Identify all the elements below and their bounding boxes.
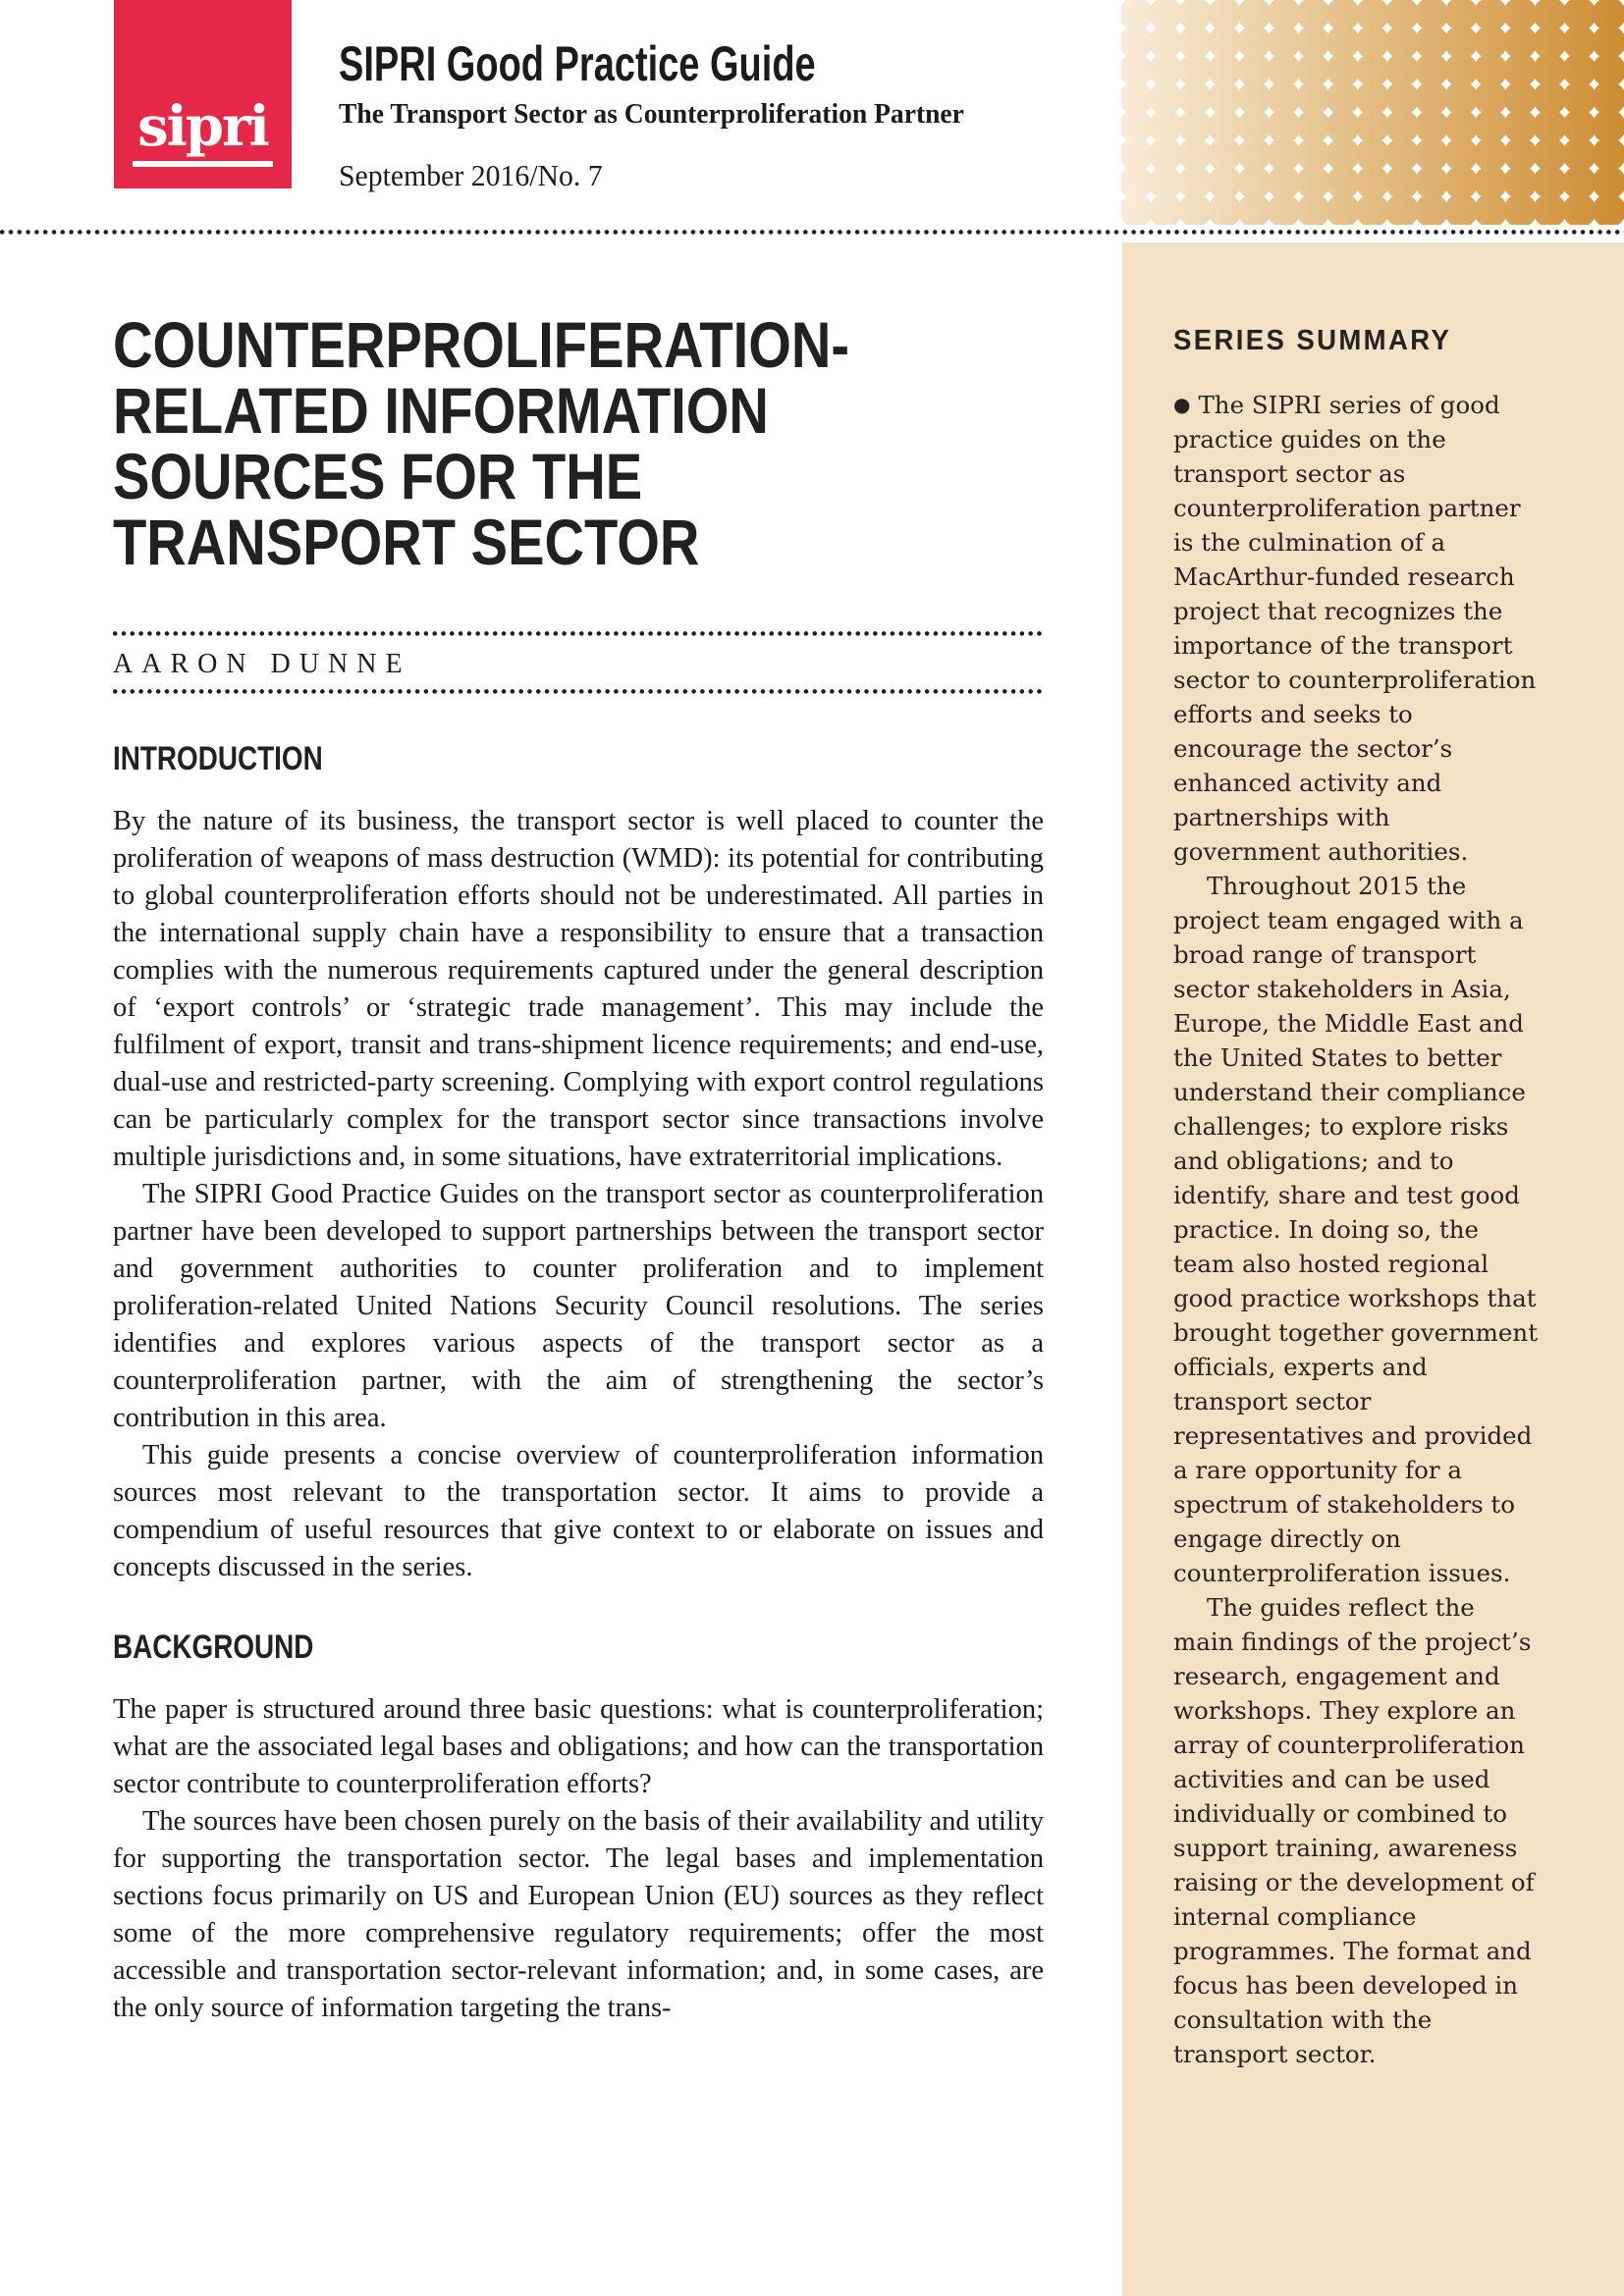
document-title-line: RELATED INFORMATION [113,374,769,447]
background-paragraph-1: The paper is structured around three basic questions: what is counterproliferation; what are the associated legal bases and obligations; and how can the transportation sector contribute to counterproliferation efforts? [113,1694,1044,1799]
sidebar-paragraph-1 [1173,388,1542,869]
dotted-divider-author-bottom [113,689,1044,694]
author-name: AARON DUNNE [113,649,411,679]
document-title [113,308,1044,578]
intro-paragraph-2: The SIPRI Good Practice Guides on the transport sector as counterproliferation partner have been developed to support partnerships between the transport sector and government authorities to counter proliferation and to implement proliferation-related United Nations Security Council resolutions. The series identifies and explores various aspects of the transport sector as a counterproliferation partner, with the aim of strengthening the sector’s contribution in this area. [113,1179,1044,1433]
section-heading-introduction: INTRODUCTION [113,740,323,777]
series-title: SIPRI Good Practice Guide [339,36,816,91]
intro-paragraph-1: By the nature of its business, the transport sector is well placed to counter the proliferation of weapons of mass destruction (WMD): its potential for contributing to global counterproliferation efforts should not be underestimated. All parties in the international supply chain have a responsibility to ensure that a transaction complies with the numerous requirements captured under the general description of ‘export controls’ or ‘strategic trade management’. This may include the fulfilment of export, transit and trans-shipment licence requirements; and end-use, dual-use and restricted-party screening. Complying with export control regulations can be particularly complex for the transport sector since transactions involve multiple jurisdictions and, in some situations, have extraterritorial implications. [113,806,1044,1172]
sidebar-heading: SERIES SUMMARY [1173,325,1452,356]
document-title-line: SOURCES FOR THE [113,440,643,512]
publication-subtitle: The Transport Sector as Counterproliferation Partner [339,98,964,130]
main-column [113,308,1044,2027]
sidebar-paragraph-2: Throughout 2015 the project team engaged with a broad range of transport sector stakeholders in Asia, Europe, the Middle East and the United States to better understand their compliance challenges; to explore risks and obligations; and to identify, share and test good practice. In doing so, the team also hosted regional good practice workshops that brought together government officials, experts and transport sector representatives and provided a rare opportunity for a spectrum of stakeholders to engage directly on counterproliferation issues. [1173,872,1539,1587]
document-title-line: TRANSPORT SECTOR [113,506,700,578]
issue-date: September 2016/No. 7 [339,158,603,192]
series-summary-panel [1122,242,1624,2296]
section-heading-background: BACKGROUND [113,1629,314,1666]
document-title-line: COUNTERPROLIFERATION- [113,308,850,381]
intro-paragraph-3: This guide presents a concise overview of counterproliferation information sources most relevant to the transportation sector. It aims to provide a compendium of useful resources that give context to or elaborate on issues and concepts discussed in the series. [113,1440,1044,1582]
dot-pattern-decoration [1121,0,1624,225]
sidebar-paragraph-3: The guides reflect the main findings of the project’s research, engagement and workshops. They explore an array of counterproliferation activities and can be used individually or combined to support training, awareness raising or the development of internal compliance programmes. The format and focus has been developed in consultation with the transport sector. [1173,1593,1535,2068]
sidebar-paragraph-1-text: The SIPRI series of good practice guides on the transport sector as counterproliferation partner is the culmination of a MacArthur-funded research project that recognizes the importance of the transport sector to counterproliferation efforts and seeks to encourage the sector’s enhanced activity and partnerships with government authorities. [1173,391,1537,866]
sipri-logo-text: sipri [133,99,273,167]
bullet-icon: ● [1173,393,1191,416]
background-paragraph-2: The sources have been chosen purely on the basis of their availability and utility for supporting the transportation sector. The legal bases and implementation sections focus primarily on US and European Union (EU) sources as they reflect some of the more comprehensive regulatory requirements; offer the most accessible and transportation sector-relevant information; and, in some cases, are the only source of information targeting the trans- [113,1806,1044,2023]
dotted-divider-top [0,230,1624,235]
header [339,37,997,192]
sipri-logo [114,0,292,188]
author-block [113,631,1044,694]
